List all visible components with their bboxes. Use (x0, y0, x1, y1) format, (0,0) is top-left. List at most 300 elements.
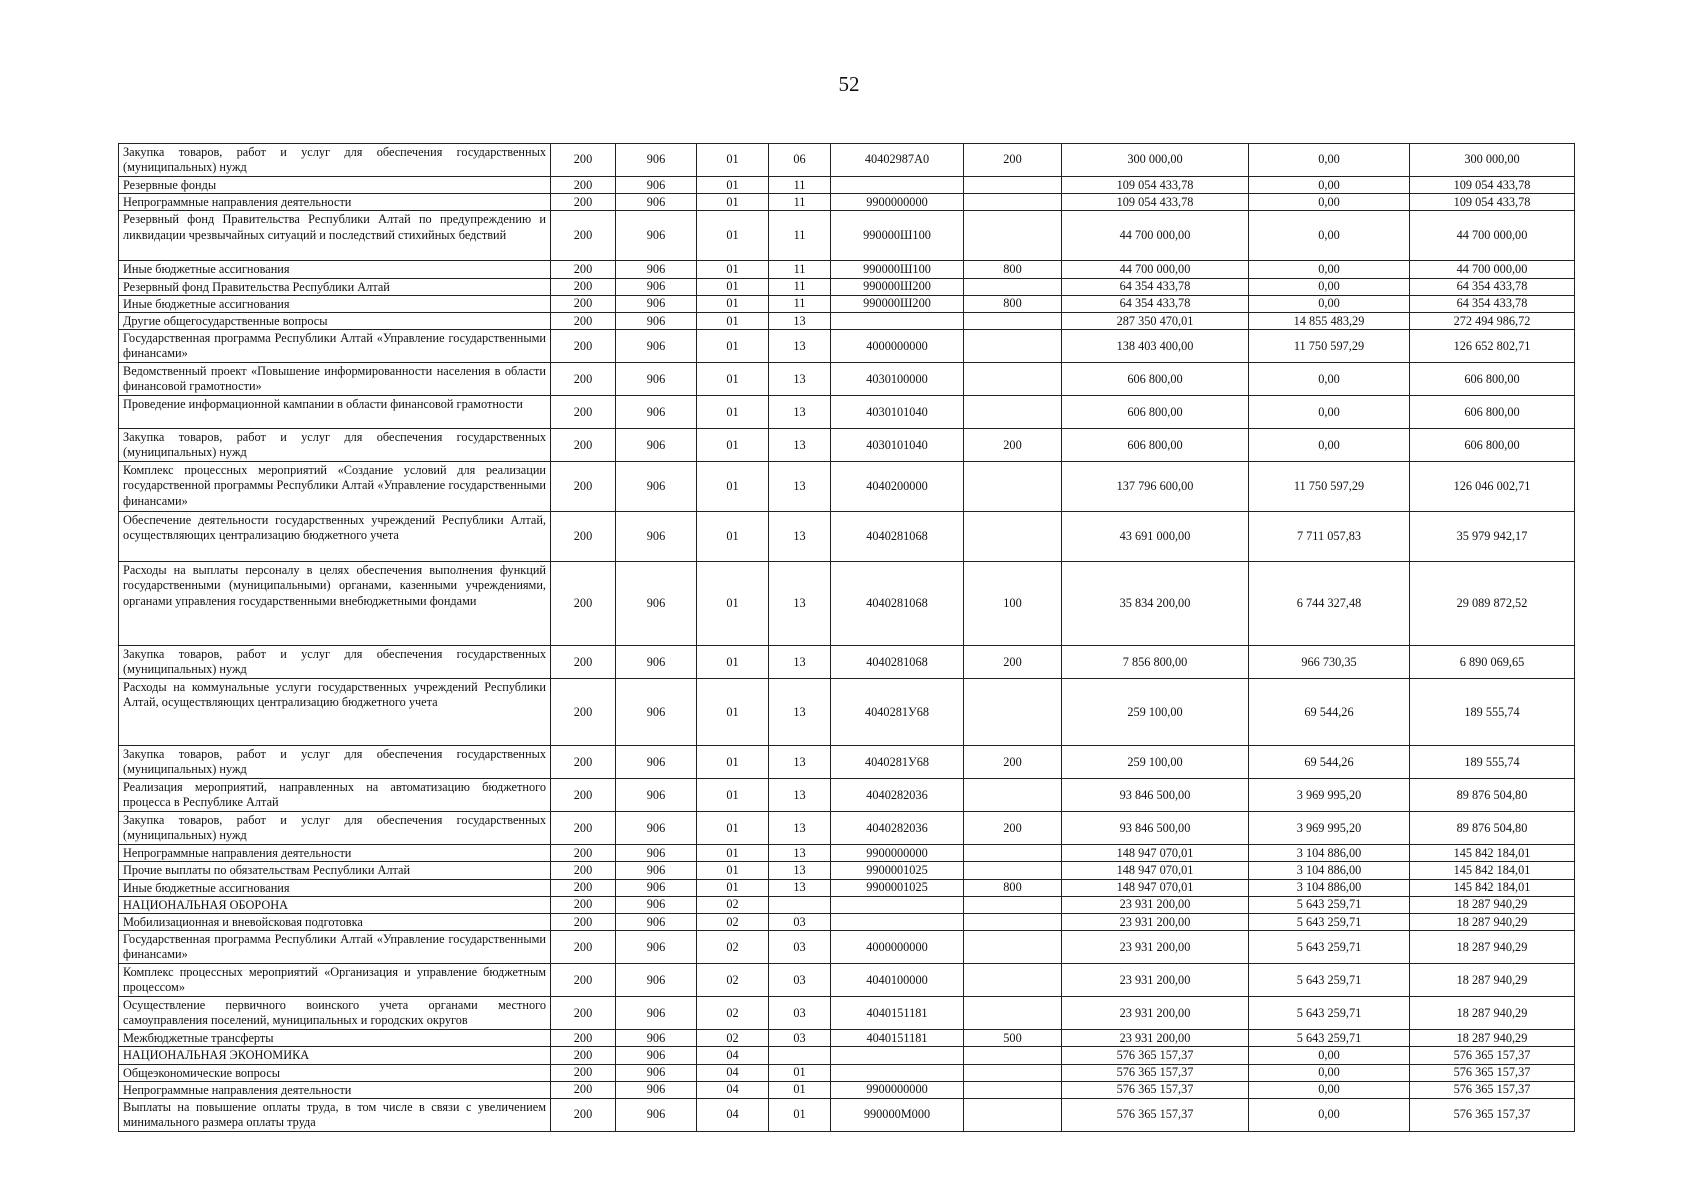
row-target-code: 4030101040 (831, 429, 964, 462)
row-code-2: 906 (616, 779, 697, 812)
row-section: 01 (697, 396, 769, 429)
row-expense-type: 100 (964, 562, 1062, 646)
row-amount-executed: 7 711 057,83 (1249, 512, 1410, 562)
row-subsection: 03 (769, 997, 831, 1030)
row-amount-remaining: 300 000,00 (1410, 144, 1575, 177)
table-row (119, 646, 1575, 679)
row-code-2: 906 (616, 896, 697, 913)
row-expense-type (964, 845, 1062, 862)
row-subsection: 01 (769, 1099, 831, 1132)
row-code-2: 906 (616, 177, 697, 194)
row-section: 04 (697, 1099, 769, 1132)
table-row (119, 313, 1575, 330)
row-subsection: 13 (769, 429, 831, 462)
row-amount-executed: 5 643 259,71 (1249, 1030, 1410, 1047)
row-code-2: 906 (616, 646, 697, 679)
row-amount-planned: 23 931 200,00 (1062, 997, 1249, 1030)
row-expense-type: 800 (964, 879, 1062, 896)
row-target-code: 4040100000 (831, 964, 964, 997)
row-subsection: 13 (769, 812, 831, 845)
row-expense-type: 500 (964, 1030, 1062, 1047)
row-expense-type (964, 194, 1062, 211)
row-subsection: 11 (769, 177, 831, 194)
row-amount-planned: 148 947 070,01 (1062, 845, 1249, 862)
row-amount-executed: 3 969 995,20 (1249, 779, 1410, 812)
row-name: Комплекс процессных мероприятий «Организация и управление бюджетным процессом» (119, 964, 551, 997)
row-section: 01 (697, 812, 769, 845)
row-code-1: 200 (551, 211, 616, 261)
row-amount-executed: 0,00 (1249, 211, 1410, 261)
row-amount-remaining: 89 876 504,80 (1410, 779, 1575, 812)
row-subsection: 01 (769, 1081, 831, 1098)
row-amount-executed: 5 643 259,71 (1249, 997, 1410, 1030)
table-row (119, 177, 1575, 194)
row-section: 01 (697, 845, 769, 862)
table-row (119, 1047, 1575, 1064)
row-amount-remaining: 18 287 940,29 (1410, 931, 1575, 964)
row-subsection: 03 (769, 931, 831, 964)
row-section: 02 (697, 931, 769, 964)
row-name: Государственная программа Республики Алтай «Управление государственными финансами» (119, 931, 551, 964)
table-row (119, 144, 1575, 177)
table-row (119, 1030, 1575, 1047)
row-code-2: 906 (616, 211, 697, 261)
row-code-1: 200 (551, 462, 616, 512)
row-subsection: 13 (769, 462, 831, 512)
row-name: Закупка товаров, работ и услуг для обеспечения государственных (муниципальных) нужд (119, 144, 551, 177)
row-amount-executed: 11 750 597,29 (1249, 462, 1410, 512)
row-name: Резервный фонд Правительства Республики Алтай по предупреждению и ликвидации чрезвычайных ситуаций и последствий стихийных бедствий (119, 211, 551, 261)
row-name: Выплаты на повышение оплаты труда, в том числе в связи с увеличением минимального размера оплаты труда (119, 1099, 551, 1132)
row-code-1: 200 (551, 646, 616, 679)
row-amount-remaining: 189 555,74 (1410, 746, 1575, 779)
row-expense-type (964, 363, 1062, 396)
row-subsection: 13 (769, 313, 831, 330)
row-amount-planned: 606 800,00 (1062, 363, 1249, 396)
row-amount-executed: 5 643 259,71 (1249, 931, 1410, 964)
row-expense-type (964, 330, 1062, 363)
row-expense-type (964, 914, 1062, 931)
row-target-code: 4040151181 (831, 1030, 964, 1047)
row-subsection: 13 (769, 679, 831, 746)
row-amount-planned: 300 000,00 (1062, 144, 1249, 177)
row-amount-executed: 69 544,26 (1249, 746, 1410, 779)
row-amount-remaining: 64 354 433,78 (1410, 278, 1575, 295)
row-amount-executed: 69 544,26 (1249, 679, 1410, 746)
table-row (119, 845, 1575, 862)
row-target-code (831, 1047, 964, 1064)
row-code-2: 906 (616, 746, 697, 779)
row-target-code: 4040281У68 (831, 746, 964, 779)
row-expense-type: 200 (964, 746, 1062, 779)
row-code-2: 906 (616, 1047, 697, 1064)
row-section: 02 (697, 997, 769, 1030)
row-expense-type (964, 313, 1062, 330)
page-number: 52 (838, 72, 860, 96)
row-section: 01 (697, 261, 769, 278)
row-code-1: 200 (551, 1030, 616, 1047)
row-amount-remaining: 126 652 802,71 (1410, 330, 1575, 363)
table-row (119, 429, 1575, 462)
row-code-2: 906 (616, 144, 697, 177)
row-amount-planned: 93 846 500,00 (1062, 812, 1249, 845)
row-target-code: 9900001025 (831, 862, 964, 879)
row-section: 01 (697, 462, 769, 512)
row-section: 02 (697, 964, 769, 997)
row-code-1: 200 (551, 396, 616, 429)
table-row (119, 462, 1575, 512)
row-amount-executed: 0,00 (1249, 144, 1410, 177)
row-amount-remaining: 145 842 184,01 (1410, 845, 1575, 862)
row-code-1: 200 (551, 779, 616, 812)
row-name: Непрограммные направления деятельности (119, 845, 551, 862)
row-code-2: 906 (616, 462, 697, 512)
row-name: Закупка товаров, работ и услуг для обеспечения государственных (муниципальных) нужд (119, 812, 551, 845)
row-amount-planned: 23 931 200,00 (1062, 931, 1249, 964)
row-amount-remaining: 18 287 940,29 (1410, 997, 1575, 1030)
row-name: Ведомственный проект «Повышение информированности населения в области финансовой грамотности» (119, 363, 551, 396)
row-name: Резервный фонд Правительства Республики Алтай (119, 278, 551, 295)
row-subsection: 06 (769, 144, 831, 177)
row-code-2: 906 (616, 396, 697, 429)
row-code-1: 200 (551, 562, 616, 646)
row-code-1: 200 (551, 812, 616, 845)
row-amount-remaining: 576 365 157,37 (1410, 1064, 1575, 1081)
row-subsection: 13 (769, 363, 831, 396)
table-row (119, 779, 1575, 812)
table-row (119, 363, 1575, 396)
table-row (119, 1081, 1575, 1098)
row-section: 01 (697, 429, 769, 462)
row-code-1: 200 (551, 1047, 616, 1064)
row-amount-executed: 5 643 259,71 (1249, 964, 1410, 997)
row-name: Закупка товаров, работ и услуг для обеспечения государственных (муниципальных) нужд (119, 746, 551, 779)
row-code-1: 200 (551, 1064, 616, 1081)
row-subsection: 13 (769, 646, 831, 679)
row-amount-planned: 43 691 000,00 (1062, 512, 1249, 562)
table-row (119, 330, 1575, 363)
row-subsection: 13 (769, 845, 831, 862)
row-name: Расходы на коммунальные услуги государственных учреждений Республики Алтай, осуществляющих централизацию бюджетного учета (119, 679, 551, 746)
row-section: 02 (697, 914, 769, 931)
row-target-code (831, 177, 964, 194)
row-code-1: 200 (551, 278, 616, 295)
row-name: Непрограммные направления деятельности (119, 1081, 551, 1098)
row-section: 04 (697, 1081, 769, 1098)
row-amount-planned: 148 947 070,01 (1062, 862, 1249, 879)
row-name: Осуществление первичного воинского учета органами местного самоуправления поселений, муниципальных и городских округов (119, 997, 551, 1030)
row-section: 01 (697, 679, 769, 746)
row-name: Закупка товаров, работ и услуг для обеспечения государственных (муниципальных) нужд (119, 646, 551, 679)
row-amount-executed: 5 643 259,71 (1249, 896, 1410, 913)
row-code-1: 200 (551, 330, 616, 363)
table-row (119, 1064, 1575, 1081)
row-target-code: 4040200000 (831, 462, 964, 512)
table-row (119, 931, 1575, 964)
row-target-code: 990000Ш100 (831, 261, 964, 278)
row-amount-planned: 606 800,00 (1062, 396, 1249, 429)
row-amount-planned: 23 931 200,00 (1062, 896, 1249, 913)
row-amount-planned: 606 800,00 (1062, 429, 1249, 462)
table-row (119, 862, 1575, 879)
row-target-code: 4030100000 (831, 363, 964, 396)
row-amount-planned: 576 365 157,37 (1062, 1081, 1249, 1098)
row-amount-executed: 14 855 483,29 (1249, 313, 1410, 330)
row-name: НАЦИОНАЛЬНАЯ ЭКОНОМИКА (119, 1047, 551, 1064)
row-subsection: 13 (769, 862, 831, 879)
row-amount-executed: 0,00 (1249, 278, 1410, 295)
row-amount-planned: 287 350 470,01 (1062, 313, 1249, 330)
row-amount-remaining: 576 365 157,37 (1410, 1081, 1575, 1098)
row-code-2: 906 (616, 879, 697, 896)
row-amount-planned: 109 054 433,78 (1062, 177, 1249, 194)
row-expense-type (964, 177, 1062, 194)
row-target-code (831, 896, 964, 913)
row-code-2: 906 (616, 679, 697, 746)
row-amount-executed: 0,00 (1249, 261, 1410, 278)
row-code-2: 906 (616, 964, 697, 997)
row-name: Иные бюджетные ассигнования (119, 261, 551, 278)
row-code-2: 906 (616, 313, 697, 330)
row-section: 01 (697, 278, 769, 295)
row-name: Прочие выплаты по обязательствам Республики Алтай (119, 862, 551, 879)
row-amount-planned: 7 856 800,00 (1062, 646, 1249, 679)
row-expense-type: 200 (964, 144, 1062, 177)
row-section: 01 (697, 862, 769, 879)
row-amount-planned: 93 846 500,00 (1062, 779, 1249, 812)
row-subsection: 13 (769, 779, 831, 812)
row-amount-remaining: 576 365 157,37 (1410, 1047, 1575, 1064)
row-code-1: 200 (551, 177, 616, 194)
row-name: Реализация мероприятий, направленных на автоматизацию бюджетного процесса в Республике Алтай (119, 779, 551, 812)
row-target-code: 4040282036 (831, 779, 964, 812)
row-expense-type (964, 1099, 1062, 1132)
row-expense-type: 200 (964, 429, 1062, 462)
row-target-code: 4030101040 (831, 396, 964, 429)
row-amount-executed: 3 104 886,00 (1249, 879, 1410, 896)
row-code-2: 906 (616, 194, 697, 211)
row-expense-type (964, 211, 1062, 261)
row-target-code (831, 313, 964, 330)
row-subsection: 11 (769, 211, 831, 261)
row-expense-type (964, 1064, 1062, 1081)
row-name: Другие общегосударственные вопросы (119, 313, 551, 330)
row-amount-remaining: 145 842 184,01 (1410, 879, 1575, 896)
row-expense-type (964, 1047, 1062, 1064)
row-name: Проведение информационной кампании в области финансовой грамотности (119, 396, 551, 429)
row-expense-type: 800 (964, 295, 1062, 312)
row-code-2: 906 (616, 363, 697, 396)
row-target-code: 4000000000 (831, 931, 964, 964)
row-amount-remaining: 18 287 940,29 (1410, 896, 1575, 913)
row-amount-planned: 576 365 157,37 (1062, 1099, 1249, 1132)
row-code-1: 200 (551, 1099, 616, 1132)
row-section: 01 (697, 313, 769, 330)
row-section: 01 (697, 646, 769, 679)
row-name: Обеспечение деятельности государственных учреждений Республики Алтай, осуществляющих централизацию бюджетного учета (119, 512, 551, 562)
row-expense-type: 200 (964, 646, 1062, 679)
row-code-1: 200 (551, 512, 616, 562)
row-amount-remaining: 64 354 433,78 (1410, 295, 1575, 312)
table-row (119, 812, 1575, 845)
row-amount-remaining: 44 700 000,00 (1410, 261, 1575, 278)
table-row (119, 295, 1575, 312)
row-amount-remaining: 606 800,00 (1410, 363, 1575, 396)
row-amount-executed: 5 643 259,71 (1249, 914, 1410, 931)
row-target-code: 9900001025 (831, 879, 964, 896)
row-amount-remaining: 606 800,00 (1410, 429, 1575, 462)
row-target-code: 9900000000 (831, 845, 964, 862)
row-section: 01 (697, 512, 769, 562)
row-amount-planned: 44 700 000,00 (1062, 211, 1249, 261)
row-code-2: 906 (616, 931, 697, 964)
table-row (119, 896, 1575, 913)
row-expense-type (964, 997, 1062, 1030)
row-amount-planned: 138 403 400,00 (1062, 330, 1249, 363)
row-target-code: 4040282036 (831, 812, 964, 845)
row-expense-type (964, 896, 1062, 913)
row-amount-executed: 0,00 (1249, 1047, 1410, 1064)
row-amount-planned: 35 834 200,00 (1062, 562, 1249, 646)
row-expense-type: 800 (964, 261, 1062, 278)
row-expense-type (964, 396, 1062, 429)
row-name: Непрограммные направления деятельности (119, 194, 551, 211)
row-amount-executed: 0,00 (1249, 177, 1410, 194)
row-section: 04 (697, 1064, 769, 1081)
row-amount-remaining: 18 287 940,29 (1410, 964, 1575, 997)
row-section: 01 (697, 779, 769, 812)
row-amount-executed: 0,00 (1249, 396, 1410, 429)
row-amount-planned: 259 100,00 (1062, 679, 1249, 746)
row-code-1: 200 (551, 363, 616, 396)
row-subsection (769, 896, 831, 913)
row-code-2: 906 (616, 862, 697, 879)
row-code-2: 906 (616, 812, 697, 845)
budget-table (118, 143, 1575, 1132)
row-target-code: 4040281У68 (831, 679, 964, 746)
row-code-1: 200 (551, 879, 616, 896)
row-code-1: 200 (551, 896, 616, 913)
row-target-code: 990000Ш200 (831, 278, 964, 295)
row-amount-remaining: 109 054 433,78 (1410, 194, 1575, 211)
row-amount-executed: 3 969 995,20 (1249, 812, 1410, 845)
row-target-code (831, 914, 964, 931)
row-name: Комплекс процессных мероприятий «Создание условий для реализации государственной программы Республики Алтай «Управление государственными финансами» (119, 462, 551, 512)
table-row (119, 211, 1575, 261)
row-amount-remaining: 189 555,74 (1410, 679, 1575, 746)
row-target-code: 4040281068 (831, 512, 964, 562)
row-amount-executed: 0,00 (1249, 429, 1410, 462)
row-amount-planned: 576 365 157,37 (1062, 1047, 1249, 1064)
table-row (119, 997, 1575, 1030)
table-row (119, 964, 1575, 997)
row-amount-remaining: 606 800,00 (1410, 396, 1575, 429)
row-code-1: 200 (551, 914, 616, 931)
row-expense-type (964, 278, 1062, 295)
row-section: 01 (697, 194, 769, 211)
row-amount-executed: 0,00 (1249, 1064, 1410, 1081)
row-code-1: 200 (551, 1081, 616, 1098)
row-amount-remaining: 89 876 504,80 (1410, 812, 1575, 845)
row-section: 01 (697, 363, 769, 396)
table-row (119, 914, 1575, 931)
table-row (119, 562, 1575, 646)
row-code-1: 200 (551, 931, 616, 964)
row-code-1: 200 (551, 862, 616, 879)
row-name: НАЦИОНАЛЬНАЯ ОБОРОНА (119, 896, 551, 913)
row-target-code: 990000Ш200 (831, 295, 964, 312)
table-body (119, 144, 1575, 1132)
row-amount-executed: 0,00 (1249, 363, 1410, 396)
row-amount-planned: 137 796 600,00 (1062, 462, 1249, 512)
row-code-1: 200 (551, 194, 616, 211)
row-amount-remaining: 44 700 000,00 (1410, 211, 1575, 261)
row-code-1: 200 (551, 295, 616, 312)
row-amount-planned: 148 947 070,01 (1062, 879, 1249, 896)
row-target-code: 990000Ш100 (831, 211, 964, 261)
row-target-code: 40402987А0 (831, 144, 964, 177)
row-amount-executed: 11 750 597,29 (1249, 330, 1410, 363)
row-name: Расходы на выплаты персоналу в целях обеспечения выполнения функций государственными (муниципальными) органами, казенными учреждениями, органами управления государственными внебюджетными фондами (119, 562, 551, 646)
table-row (119, 512, 1575, 562)
row-section: 01 (697, 295, 769, 312)
row-code-2: 906 (616, 914, 697, 931)
row-amount-planned: 23 931 200,00 (1062, 1030, 1249, 1047)
row-name: Иные бюджетные ассигнования (119, 879, 551, 896)
row-code-1: 200 (551, 845, 616, 862)
row-code-2: 906 (616, 1064, 697, 1081)
row-subsection: 01 (769, 1064, 831, 1081)
row-name: Общеэкономические вопросы (119, 1064, 551, 1081)
row-amount-remaining: 576 365 157,37 (1410, 1099, 1575, 1132)
row-subsection: 13 (769, 562, 831, 646)
row-code-2: 906 (616, 512, 697, 562)
row-amount-planned: 259 100,00 (1062, 746, 1249, 779)
row-code-2: 906 (616, 429, 697, 462)
row-name: Государственная программа Республики Алтай «Управление государственными финансами» (119, 330, 551, 363)
row-subsection: 03 (769, 1030, 831, 1047)
row-amount-executed: 966 730,35 (1249, 646, 1410, 679)
row-subsection: 11 (769, 295, 831, 312)
row-code-1: 200 (551, 997, 616, 1030)
row-code-2: 906 (616, 295, 697, 312)
row-code-2: 906 (616, 1099, 697, 1132)
row-code-1: 200 (551, 964, 616, 997)
table-row (119, 1099, 1575, 1132)
row-subsection: 11 (769, 261, 831, 278)
row-amount-executed: 6 744 327,48 (1249, 562, 1410, 646)
row-amount-planned: 64 354 433,78 (1062, 295, 1249, 312)
row-code-1: 200 (551, 144, 616, 177)
table-row (119, 879, 1575, 896)
row-subsection: 13 (769, 879, 831, 896)
row-amount-remaining: 35 979 942,17 (1410, 512, 1575, 562)
row-section: 01 (697, 177, 769, 194)
table-row (119, 278, 1575, 295)
row-expense-type (964, 512, 1062, 562)
row-target-code: 990000М000 (831, 1099, 964, 1132)
row-code-2: 906 (616, 562, 697, 646)
row-name: Иные бюджетные ассигнования (119, 295, 551, 312)
row-subsection: 13 (769, 746, 831, 779)
row-section: 02 (697, 1030, 769, 1047)
row-subsection: 13 (769, 512, 831, 562)
row-expense-type (964, 964, 1062, 997)
row-amount-remaining: 18 287 940,29 (1410, 914, 1575, 931)
row-expense-type (964, 862, 1062, 879)
row-amount-remaining: 109 054 433,78 (1410, 177, 1575, 194)
row-amount-executed: 0,00 (1249, 1099, 1410, 1132)
